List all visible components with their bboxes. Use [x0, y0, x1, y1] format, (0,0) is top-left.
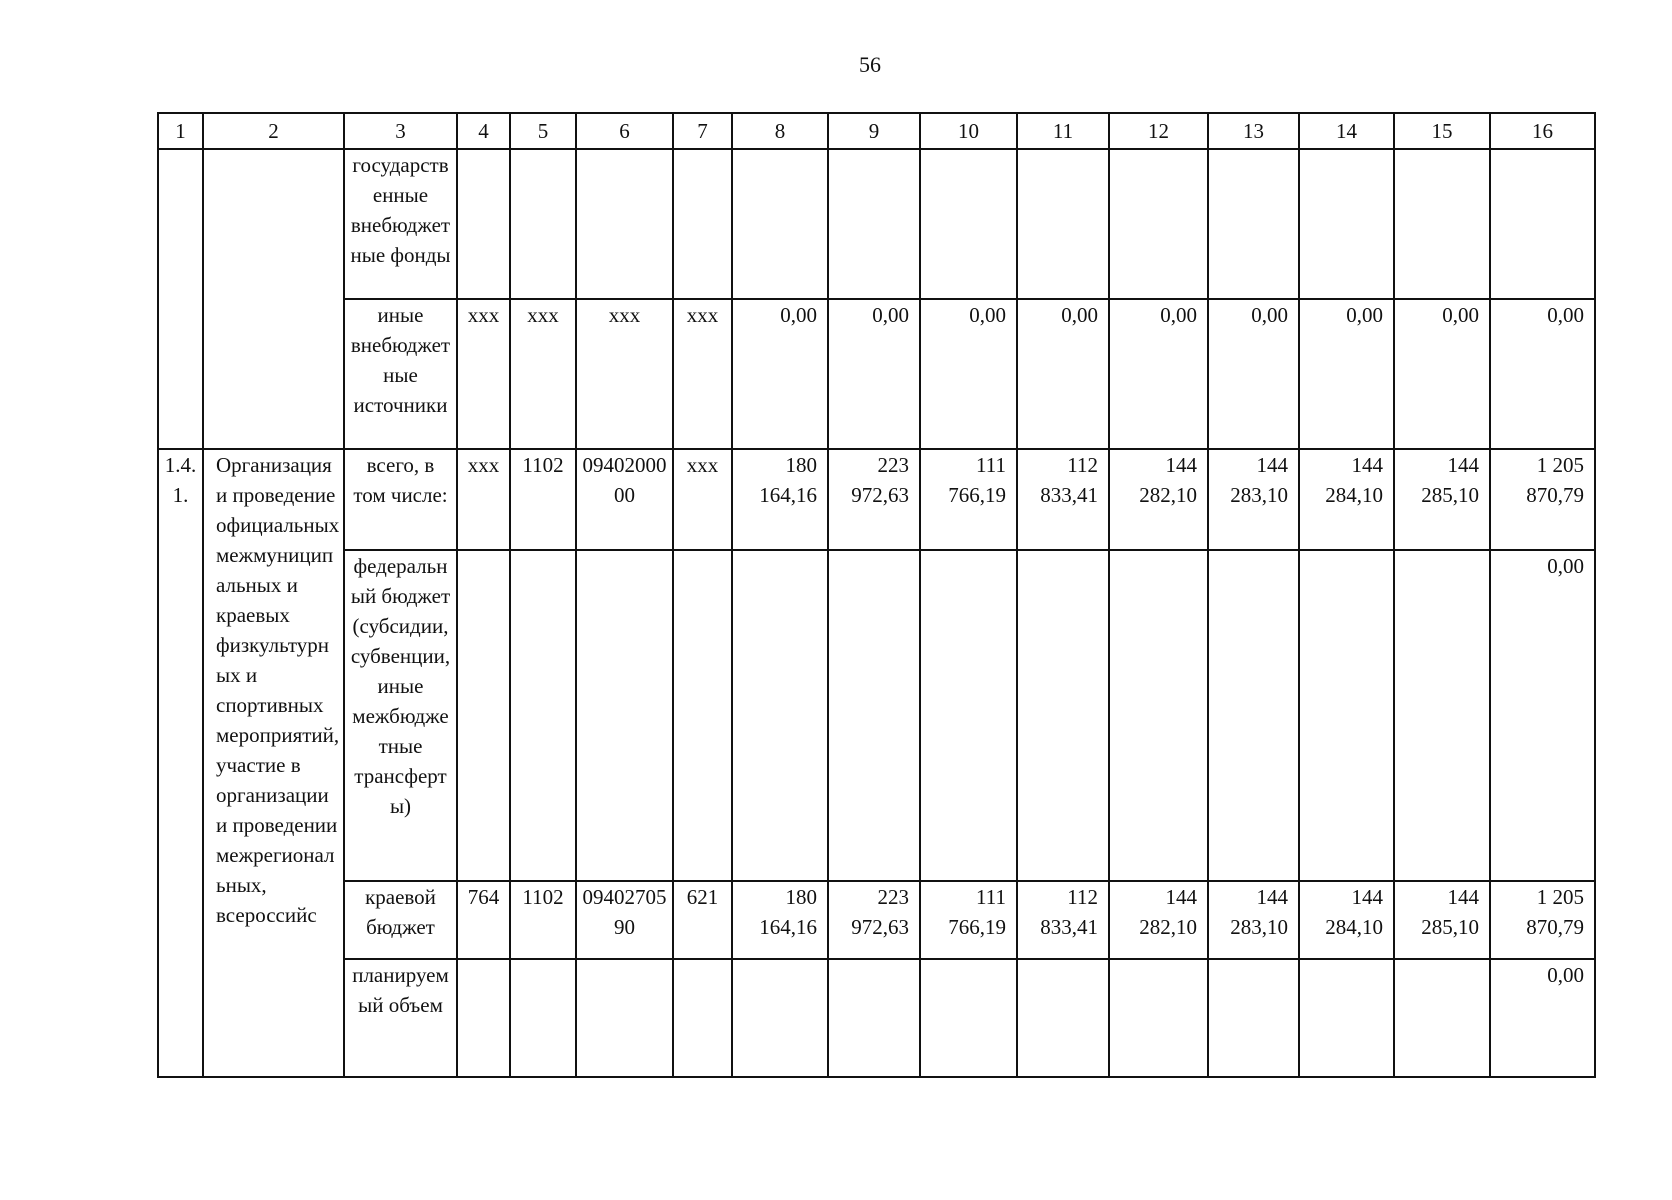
funding-source-cell: краевой бюджет — [344, 881, 457, 959]
column-header: 12 — [1109, 113, 1208, 149]
code-cell: 621 — [673, 881, 732, 959]
column-header: 8 — [732, 113, 828, 149]
item-number-cell: 1.4.1. — [158, 449, 203, 1077]
table-cell — [1017, 149, 1109, 299]
table-cell — [576, 149, 673, 299]
value-cell: 0,00 — [920, 299, 1017, 449]
value-cell: 144 283,10 — [1208, 449, 1299, 550]
table-cell — [732, 149, 828, 299]
value-cell: 180 164,16 — [732, 881, 828, 959]
code-cell: 0940200000 — [576, 449, 673, 550]
value-cell: 144 283,10 — [1208, 881, 1299, 959]
page-number: 56 — [859, 52, 881, 77]
value-cell: 111 766,19 — [920, 881, 1017, 959]
column-header: 9 — [828, 113, 920, 149]
value-cell: 1 205 870,79 — [1490, 449, 1595, 550]
table-cell — [1490, 149, 1595, 299]
column-header: 5 — [510, 113, 576, 149]
funding-source-cell: государственные внебюджетные фонды — [344, 149, 457, 299]
value-cell: 144 284,10 — [1299, 449, 1394, 550]
table-cell — [457, 149, 510, 299]
table-cell — [828, 959, 920, 1077]
table-cell — [1299, 550, 1394, 881]
table-row — [158, 881, 1595, 959]
table-cell — [1208, 959, 1299, 1077]
value-cell: 0,00 — [1017, 299, 1109, 449]
value-cell: 0,00 — [732, 299, 828, 449]
funding-source-cell: планируемый объем — [344, 959, 457, 1077]
value-cell: 144 285,10 — [1394, 881, 1490, 959]
funding-source-cell: всего, в том числе: — [344, 449, 457, 550]
value-cell: 144 282,10 — [1109, 881, 1208, 959]
value-cell: 0,00 — [1109, 299, 1208, 449]
value-cell: 0,00 — [1490, 299, 1595, 449]
column-header: 4 — [457, 113, 510, 149]
code-cell: ххх — [673, 449, 732, 550]
code-cell: ххх — [673, 299, 732, 449]
table-cell — [1017, 550, 1109, 881]
table-cell — [673, 149, 732, 299]
value-cell: 0,00 — [1208, 299, 1299, 449]
table-cell — [1017, 959, 1109, 1077]
item-name-cell: Организация и проведение официальных межмуниципальных и краевых физкультурных и спортивных мероприятий, участие в организации и проведении межрегиональных, всероссийс — [203, 449, 344, 1077]
value-cell: 0,00 — [1299, 299, 1394, 449]
column-number-row — [158, 113, 1595, 149]
code-cell: 1102 — [510, 881, 576, 959]
value-cell: 144 285,10 — [1394, 449, 1490, 550]
column-header: 3 — [344, 113, 457, 149]
value-cell: 180 164,16 — [732, 449, 828, 550]
table-cell — [1394, 550, 1490, 881]
table-cell — [732, 959, 828, 1077]
column-header: 13 — [1208, 113, 1299, 149]
table-row — [158, 550, 1595, 881]
value-cell: 1 205 870,79 — [1490, 881, 1595, 959]
column-header: 1 — [158, 113, 203, 149]
column-header: 6 — [576, 113, 673, 149]
table-cell — [1299, 959, 1394, 1077]
value-cell: 0,00 — [1490, 550, 1595, 881]
table-cell — [1109, 149, 1208, 299]
value-cell: 144 284,10 — [1299, 881, 1394, 959]
column-header: 16 — [1490, 113, 1595, 149]
value-cell: 0,00 — [1490, 959, 1595, 1077]
column-header: 15 — [1394, 113, 1490, 149]
table-cell — [510, 550, 576, 881]
table-cell — [828, 550, 920, 881]
table-cell — [1208, 149, 1299, 299]
funding-source-cell: иные внебюджетные источники — [344, 299, 457, 449]
value-cell: 111 766,19 — [920, 449, 1017, 550]
code-cell: 764 — [457, 881, 510, 959]
table-cell — [203, 149, 344, 449]
table-row — [158, 959, 1595, 1077]
value-cell: 0,00 — [1394, 299, 1490, 449]
value-cell: 144 282,10 — [1109, 449, 1208, 550]
table-cell — [510, 959, 576, 1077]
budget-table — [157, 112, 1596, 1078]
table-row — [158, 299, 1595, 449]
value-cell: 112 833,41 — [1017, 881, 1109, 959]
table-row — [158, 449, 1595, 550]
column-header: 7 — [673, 113, 732, 149]
table-cell — [1208, 550, 1299, 881]
value-cell: 0,00 — [828, 299, 920, 449]
table-cell — [920, 959, 1017, 1077]
funding-source-cell: федеральный бюджет (субсидии, субвенции, иные межбюджетные трансферты) — [344, 550, 457, 881]
code-cell: ххх — [457, 449, 510, 550]
table-row — [158, 149, 1595, 299]
column-header: 2 — [203, 113, 344, 149]
code-cell: ххх — [457, 299, 510, 449]
column-header: 11 — [1017, 113, 1109, 149]
code-cell: 1102 — [510, 449, 576, 550]
table-cell — [673, 550, 732, 881]
table-cell — [673, 959, 732, 1077]
value-cell: 223 972,63 — [828, 881, 920, 959]
column-header: 10 — [920, 113, 1017, 149]
table-cell — [158, 149, 203, 449]
table-cell — [510, 149, 576, 299]
table-cell — [457, 550, 510, 881]
table-cell — [1394, 149, 1490, 299]
table-cell — [1299, 149, 1394, 299]
column-header: 14 — [1299, 113, 1394, 149]
table-cell — [920, 550, 1017, 881]
table-cell — [1394, 959, 1490, 1077]
table-cell — [576, 550, 673, 881]
value-cell: 112 833,41 — [1017, 449, 1109, 550]
code-cell: 0940270590 — [576, 881, 673, 959]
table-cell — [1109, 959, 1208, 1077]
table-cell — [828, 149, 920, 299]
table-cell — [576, 959, 673, 1077]
table-cell — [1109, 550, 1208, 881]
table-cell — [732, 550, 828, 881]
table-cell — [457, 959, 510, 1077]
code-cell: ххх — [576, 299, 673, 449]
value-cell: 223 972,63 — [828, 449, 920, 550]
code-cell: ххх — [510, 299, 576, 449]
table-cell — [920, 149, 1017, 299]
